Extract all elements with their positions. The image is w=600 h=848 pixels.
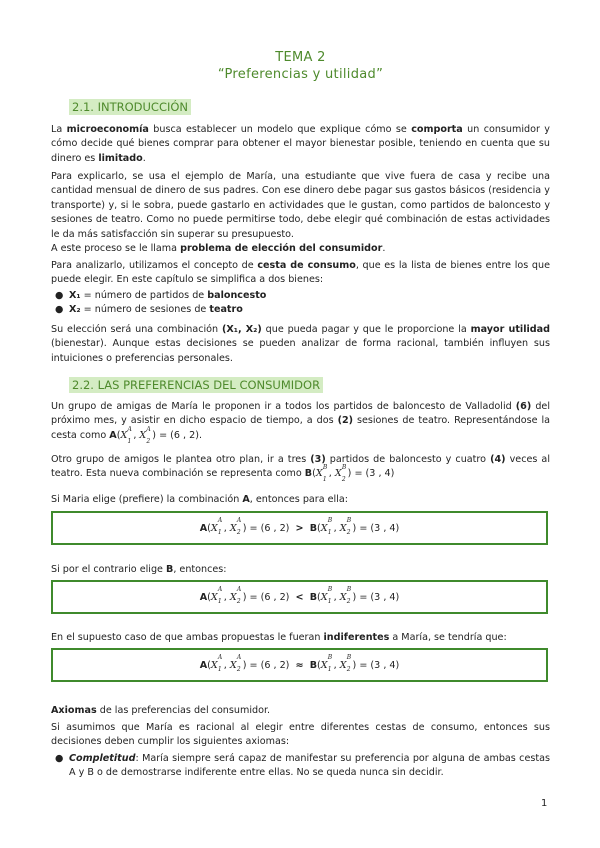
- paragraph: Su elección será una combinación (X₁, X₂) que pueda pagar y que le proporcione la mayor utilidad (bienestar). Aunque estas decisiones se pueden analizar de forma racional, también influyen sus intuiciones o preferencias personales.: [51, 324, 551, 364]
- list-item: ● X₂ = número de sesiones de teatro: [55, 304, 243, 316]
- formula-box-indifferent: A(X A 1 , X A 2 ) = (6 , 2) ≈ B(X B 1 , X B 2 ) = (3 , 4): [51, 648, 548, 682]
- section-heading-intro: 2.1. INTRODUCCIÓN: [69, 99, 191, 115]
- formula-box-prefer-b: A(X A 1 , X A 2 ) = (6 , 2) < B(X B 1 , X B 2 ) = (3 , 4): [51, 580, 548, 614]
- paragraph: Otro grupo de amigos le plantea otro plan, ir a tres (3) partidos de baloncesto y cuatro (4) veces al teatro. Esta nueva combinación se representa como B(X B 1 , X B 2 ) = (3 , 4): [51, 454, 550, 484]
- paragraph: Axiomas de las preferencias del consumidor.: [51, 705, 271, 716]
- paragraph: Si por el contrario elige B, entonces:: [51, 564, 227, 575]
- formula-box-prefer-a: A(X A 1 , X A 2 ) = (6 , 2) > B(X B 1 , X B 2 ) = (3 , 4): [51, 511, 548, 545]
- paragraph: En el supuesto caso de que ambas propuestas le fueran indiferentes a María, se tendría que:: [51, 632, 507, 643]
- list-item: ● Completitud: María siempre será capaz de manifestar su preferencia por alguna de ambas cestas A y B o de demostrarse indiferente entre ellas. No se queda nunca sin decidir.: [55, 753, 550, 779]
- page-number: 1: [541, 798, 548, 809]
- page-subtitle: “Preferencias y utilidad”: [217, 67, 384, 82]
- paragraph: Si asumimos que María es racional al elegir entre diferentes cestas de consumo, entonces sus decisiones deben cumplir los siguientes axiomas:: [51, 722, 550, 748]
- paragraph: Si Maria elige (prefiere) la combinación A, entonces para ella:: [51, 494, 349, 505]
- bullet-list: [51, 289, 550, 318]
- paragraph: A este proceso se le llama problema de elección del consumidor.: [51, 243, 386, 254]
- bullet-list: [51, 752, 550, 781]
- section-heading-preferences: 2.2. LAS PREFERENCIAS DEL CONSUMIDOR: [69, 377, 323, 393]
- list-item: ● X₁ = número de partidos de baloncesto: [55, 290, 267, 301]
- page-title: TEMA 2: [275, 50, 326, 65]
- paragraph: Para explicarlo, se usa el ejemplo de María, una estudiante que vive fuera de casa y recibe una cantidad mensual de dinero de sus padres. Con ese dinero debe pagar sus gastos básicos (residencia y transporte) y, si le sobra, puede gastarlo en actividades que le gustan, como partidos de baloncesto y sesiones de teatro. Como no puede permitirse todo, debe elegir qué combinación de estas actividades le da más satisfacción sin superar su presupuesto.: [51, 171, 550, 240]
- paragraph: Un grupo de amigas de María le proponen ir a todos los partidos de baloncesto de Valladolid (6) del próximo mes, y asistir en dicho espacio de tiempo, a dos (2) sesiones de teatro. Representándose la cesta como A(X A 1 , X A 2 ) = (6 , 2).: [51, 401, 550, 445]
- paragraph: Para analizarlo, utilizamos el concepto de cesta de consumo, que es la lista de bienes entre los que puede elegir. En este capítulo se simplifica a dos bienes:: [51, 260, 550, 286]
- paragraph: La microeconomía busca establecer un modelo que explique cómo se comporta un consumidor y cómo decide qué bienes comprar para obtener el mayor bienestar posible, teniendo en cuenta que su dinero es limitado.: [51, 124, 550, 164]
